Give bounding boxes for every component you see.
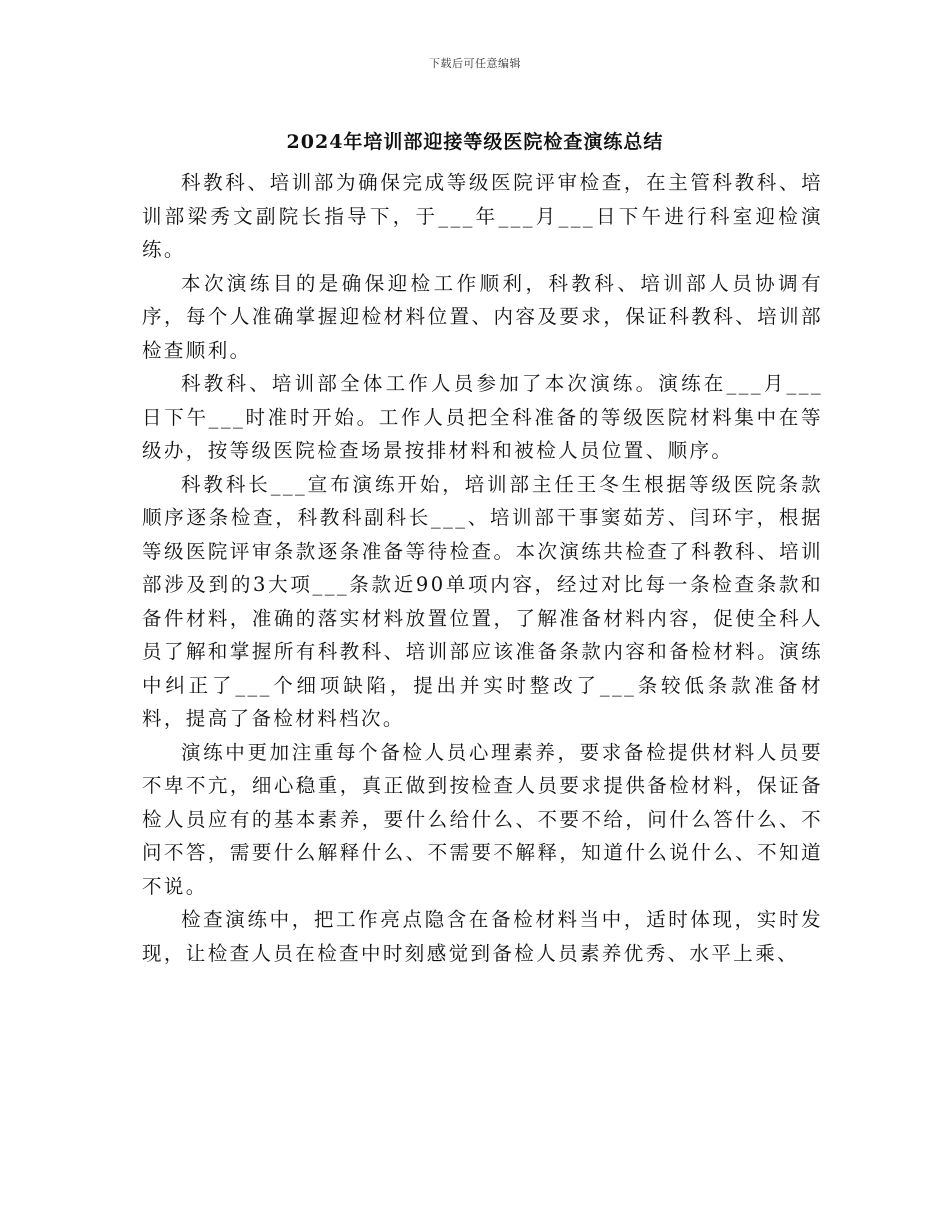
document-title: 2024年培训部迎接等级医院检查演练总结 (286, 131, 664, 153)
document-body (142, 166, 823, 970)
paragraph: 本次演练目的是确保迎检工作顺利，科教科、培训部人员协调有序，每个人准确掌握迎检材料位置、内容及要求，保证科教科、培训部检查顺利。 (142, 271, 823, 362)
paragraph: 检查演练中，把工作亮点隐含在备检材料当中，适时体现，实时发现，让检查人员在检查中时刻感觉到备检人员素养优秀、水平上乘、 (142, 908, 823, 965)
paragraph: 演练中更加注重每个备检人员心理素养，要求备检提供材料人员要不卑不亢，细心稳重，真正做到按检查人员要求提供备检材料，保证备检人员应有的基本素养，要什么给什么、不要不给，问什么答什么、不问不答，需要什么解释什么、不需要不解释，知道什么说什么、不知道不说。 (142, 740, 823, 898)
paragraph: 科教科长___宣布演练开始，培训部主任王冬生根据等级医院条款顺序逐条检查，科教科副科长___、培训部干事窦茹芳、闫环宇，根据等级医院评审条款逐条准备等待检查。本次演练共检查了科教科、培训部涉及到的3大项___条款近90单项内容，经过对比每一条检查条款和备件材料，准确的落实材料放置位置，了解准备材料内容，促使全科人员了解和掌握所有科教科、培训部应该准备条款内容和备检材料。演练中纠正了___个细项缺陷，提出并实时整改了___条较低条款准备材料，提高了备检材料档次。 (142, 472, 823, 730)
header-note: 下载后可任意编辑 (429, 57, 521, 70)
paragraph: 科教科、培训部为确保完成等级医院评审检查，在主管科教科、培训部梁秀文副院长指导下，于___年___月___日下午进行科室迎检演练。 (142, 171, 823, 261)
paragraph: 科教科、培训部全体工作人员参加了本次演练。演练在___月___日下午___时准时开始。工作人员把全科准备的等级医院材料集中在等级办，按等级医院检查场景按排材料和被检人员位置、顺序。 (142, 372, 823, 462)
